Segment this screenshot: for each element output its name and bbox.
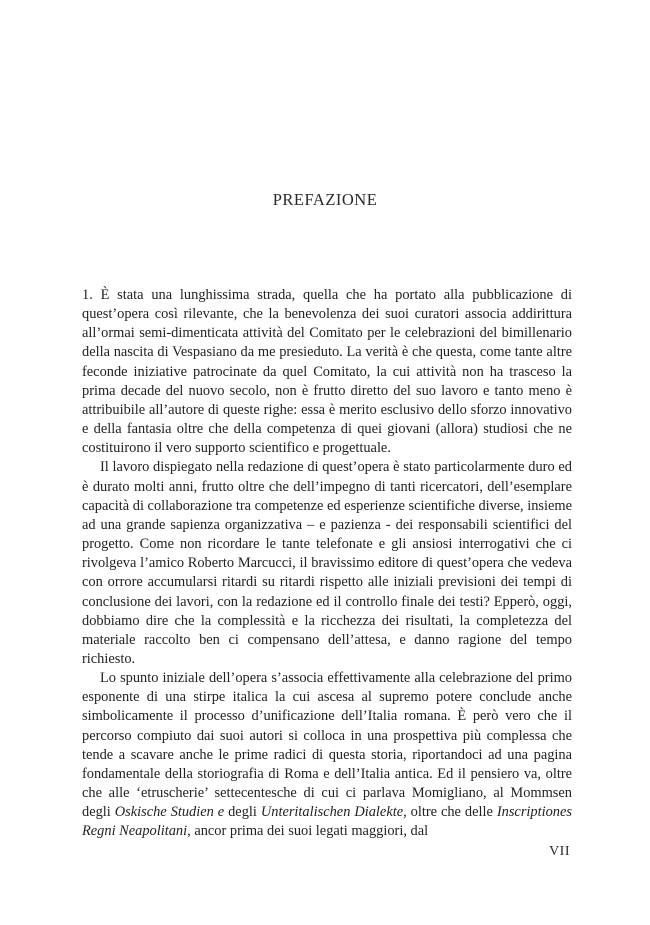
title-unteritalischen-dialekte: Unteritalischen Dialekte, xyxy=(260,804,407,821)
paragraph-2: Il lavoro dispiegato nella redazione di quest’opera è stato particolarmente duro ed è durato molti anni, frutto oltre che dell’impegno di tanti ricercatori, dell’esemplare capacità di collaborazione tra competenze ed esperienze scientifiche diverse, insieme ad una grande sapienza organizzativa – e pazienza - dei responsabili scientifici del progetto. Come non ricordare le tante telefonate e gli ansiosi interrogativi che ci rivolgeva l’amico Roberto Marcucci, il bravissimo editore di quest’opera che vedeva con orrore accumularsi ritardi su ritardi rispetto alle iniziali previsioni dei tempi di conclusione dei lavori, con la redazione ed il controllo finale dei testi? Epperò, oggi, dobbiamo dire che la complessità e la ricchezza dei risultati, la completezza del materiale raccolto ben ci compensano dell’attesa, e danno ragione del tempo richiesto. xyxy=(82,459,572,667)
title-oskische-studien: Oskische Studien e xyxy=(114,804,225,821)
paragraph-3-text-after: , ancor prima dei suoi legati maggiori, dal xyxy=(187,823,429,840)
page-title: PREFAZIONE xyxy=(272,190,378,209)
body-text xyxy=(82,286,572,842)
title-inscriptiones-regni-neapolitani: Inscriptiones Regni Neapolitani xyxy=(82,804,572,840)
paragraph-1: 1. È stata una lunghissima strada, quella che ha portato alla pubblicazione di quest’opera così rilevante, che la benevolenza dei suoi curatori associa addirittura all’ormai semi-dimenticata attività del Comitato per le celebrazioni del bimillenario della nascita di Vespasiano da me presieduto. La verità è che questa, come tante altre feconde iniziative patrocinate da quel Comitato, la cui attività non ha trasceso la prima decade del nuovo secolo, non è frutto diretto del suo lavoro e tanto meno è attribuibile all’autore di queste righe: essa è merito esclusivo dello sforzo innovativo e della fantasia oltre che della competenza di quei giovani (allora) studiosi che ne costituirono il vero supporto scientifico e progettuale. xyxy=(82,287,572,457)
paragraph-3-text-middle-2: oltre che delle xyxy=(406,804,497,821)
paragraph-3-text-before: Lo spunto iniziale dell’opera s’associa effettivamente alla celebrazione del primo esponente di una stirpe italica la cui ascesa al supremo potere conclude anche simbolicamente il processo d’unificazione dell’Italia romana. È però vero che il percorso compiuto dai suoi autori si colloca in una prospettiva più complessa che tende a scavare anche le prime radici di questa storia, riportandoci ad una pagina fondamentale della storiografia di Roma e dell’Italia antica. Ed il pensiero va, oltre che alle ‘etruscherie’ settecentesche di cui ci parlava Momigliano, al Mommsen degli xyxy=(82,670,572,821)
paragraph-3-text-middle-1: degli xyxy=(224,804,261,821)
page-number: VII xyxy=(549,844,570,859)
paragraph-3 xyxy=(82,669,572,841)
